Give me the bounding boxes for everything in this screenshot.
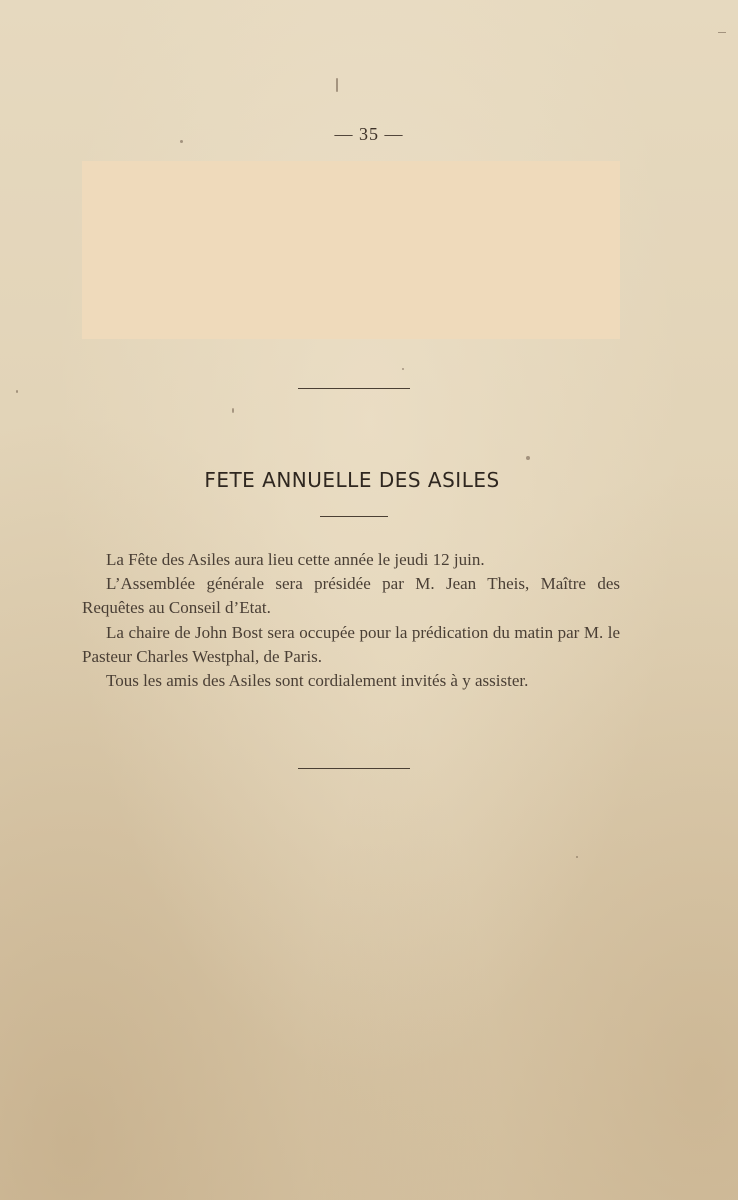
paper-speck (232, 408, 234, 413)
paper-speck (16, 390, 18, 393)
paper-speck (526, 456, 530, 460)
paper-speck (402, 368, 404, 370)
redacted-block (82, 161, 620, 339)
page-number: — 35 — (334, 124, 404, 144)
paper-speck (718, 32, 726, 33)
divider-rule (298, 388, 410, 389)
section-heading: FETE ANNUELLE DES ASILES (204, 468, 500, 492)
paragraph: L’Assemblée générale sera présidée par M. Jean Theis, Maître des Requêtes au Conseil d’Etat. (82, 574, 620, 618)
paragraph: La chaire de John Bost sera occupée pour la prédication du matin par M. le Pasteur Charles Westphal, de Paris. (82, 622, 620, 666)
paragraph: La Fête des Asiles aura lieu cette année le jeudi 12 juin. (106, 550, 485, 569)
divider-rule (298, 768, 410, 769)
paragraph: Tous les amis des Asiles sont cordialement invités à y assister. (106, 671, 529, 691)
paper-speck (336, 78, 338, 92)
paper-speck (576, 856, 578, 858)
divider-rule (320, 516, 388, 517)
article-body (82, 548, 620, 693)
